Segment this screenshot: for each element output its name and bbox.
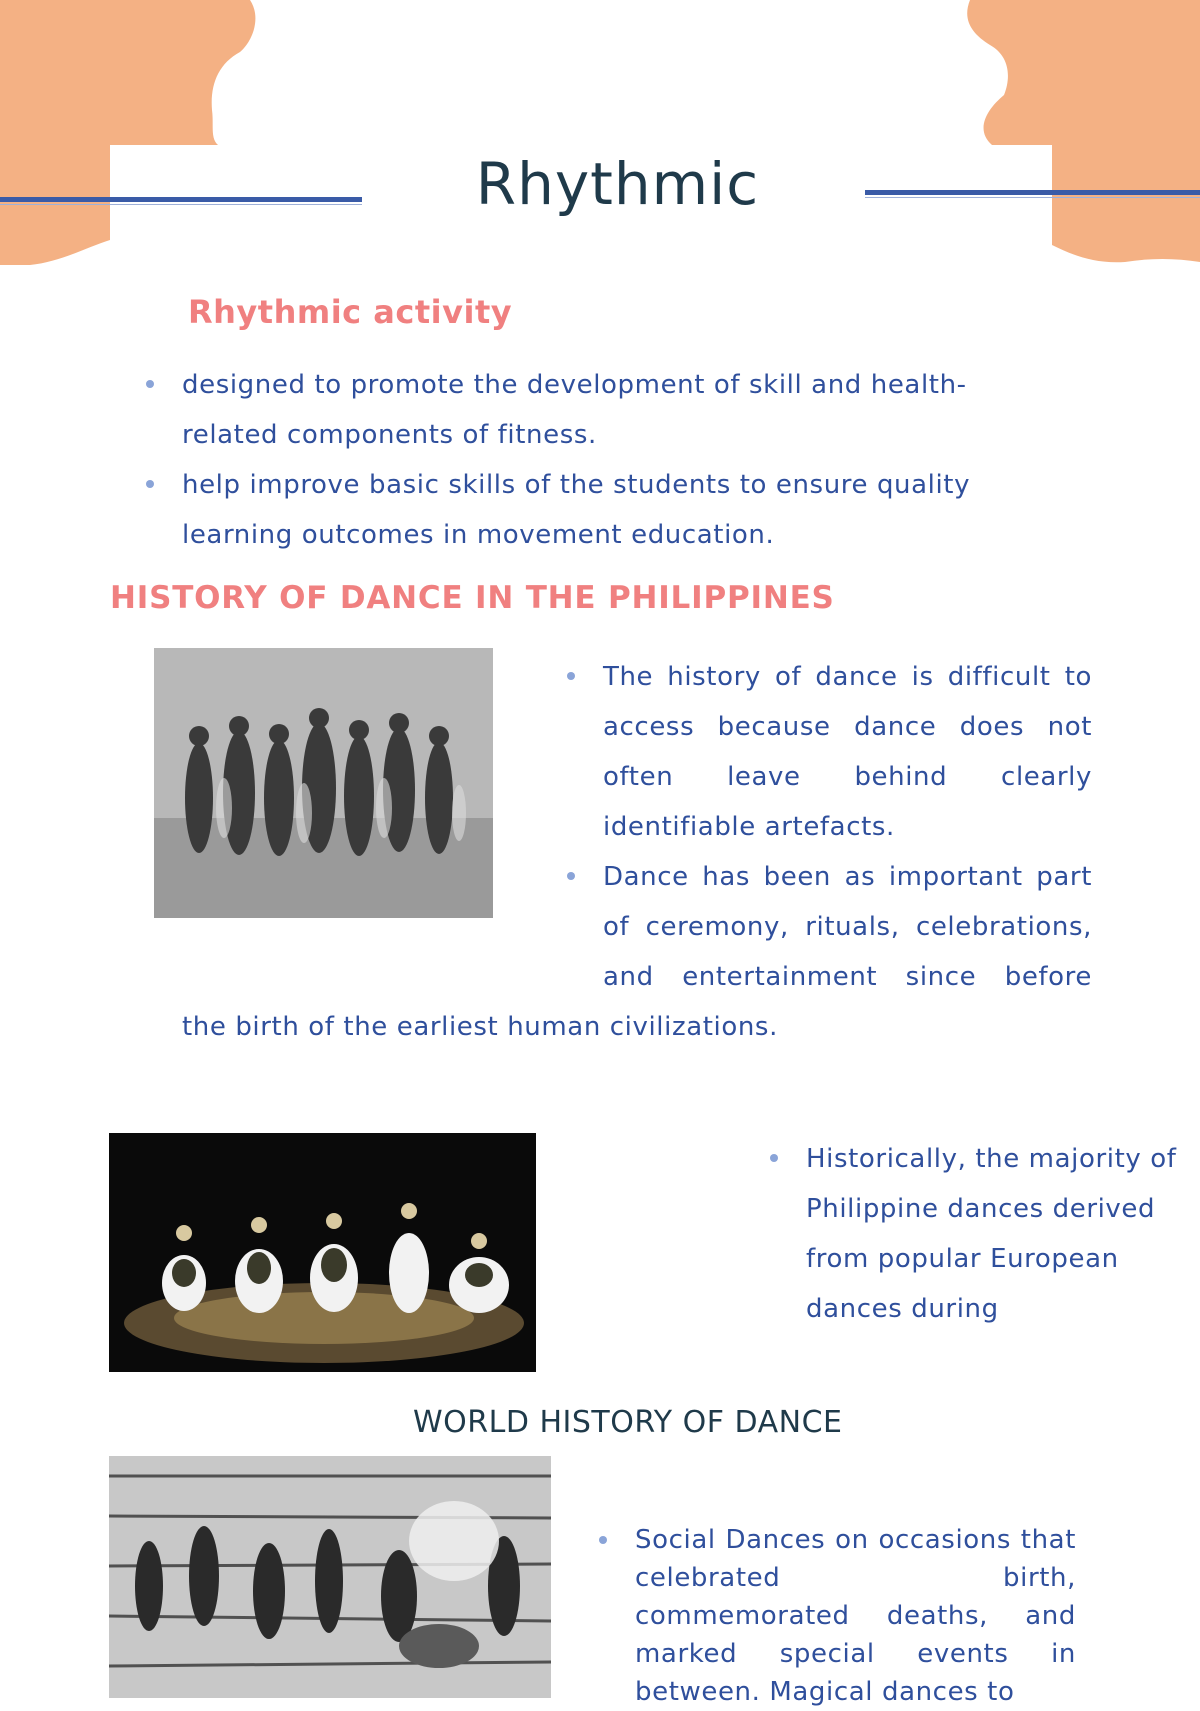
list-item: Historically, the majority of Philippine dances derived from popular European dances during [768, 1134, 1188, 1334]
rhythmic-activity-heading: Rhythmic activity [188, 293, 513, 331]
engraving-of-dancers-image [154, 648, 493, 918]
historical-note-list [768, 1134, 1188, 1334]
page-title: Rhythmic [475, 150, 760, 218]
world-history-heading: WORLD HISTORY OF DANCE [413, 1405, 843, 1440]
world-history-list [597, 1521, 1076, 1711]
list-item: designed to promote the development of skill and health-related components of fitness. [144, 360, 997, 460]
tribal-ritual-engraving-image [109, 1456, 551, 1698]
list-item: The history of dance is difficult to access because dance does not often leave behind clearly identifiable artefacts. [565, 652, 1092, 852]
list-item: help improve basic skills of the students to ensure quality learning outcomes in movement education. [144, 460, 997, 560]
top-right-decoration [960, 0, 1200, 265]
stage-folk-dance-photo [109, 1133, 536, 1372]
history-ph-continuation: the birth of the earliest human civilizations. [182, 1012, 778, 1042]
history-ph-list [565, 652, 1092, 1002]
rhythmic-activity-list [144, 360, 1014, 560]
list-item: Dance has been as important part of ceremony, rituals, celebrations, and entertainment since before [565, 852, 1092, 1002]
top-left-decoration [0, 0, 260, 270]
list-item: Social Dances on occasions that celebrated birth, commemorated deaths, and marked special events in between. Magical dances to [597, 1521, 1076, 1711]
history-ph-heading: HISTORY OF DANCE IN THE PHILIPPINES [110, 580, 835, 616]
